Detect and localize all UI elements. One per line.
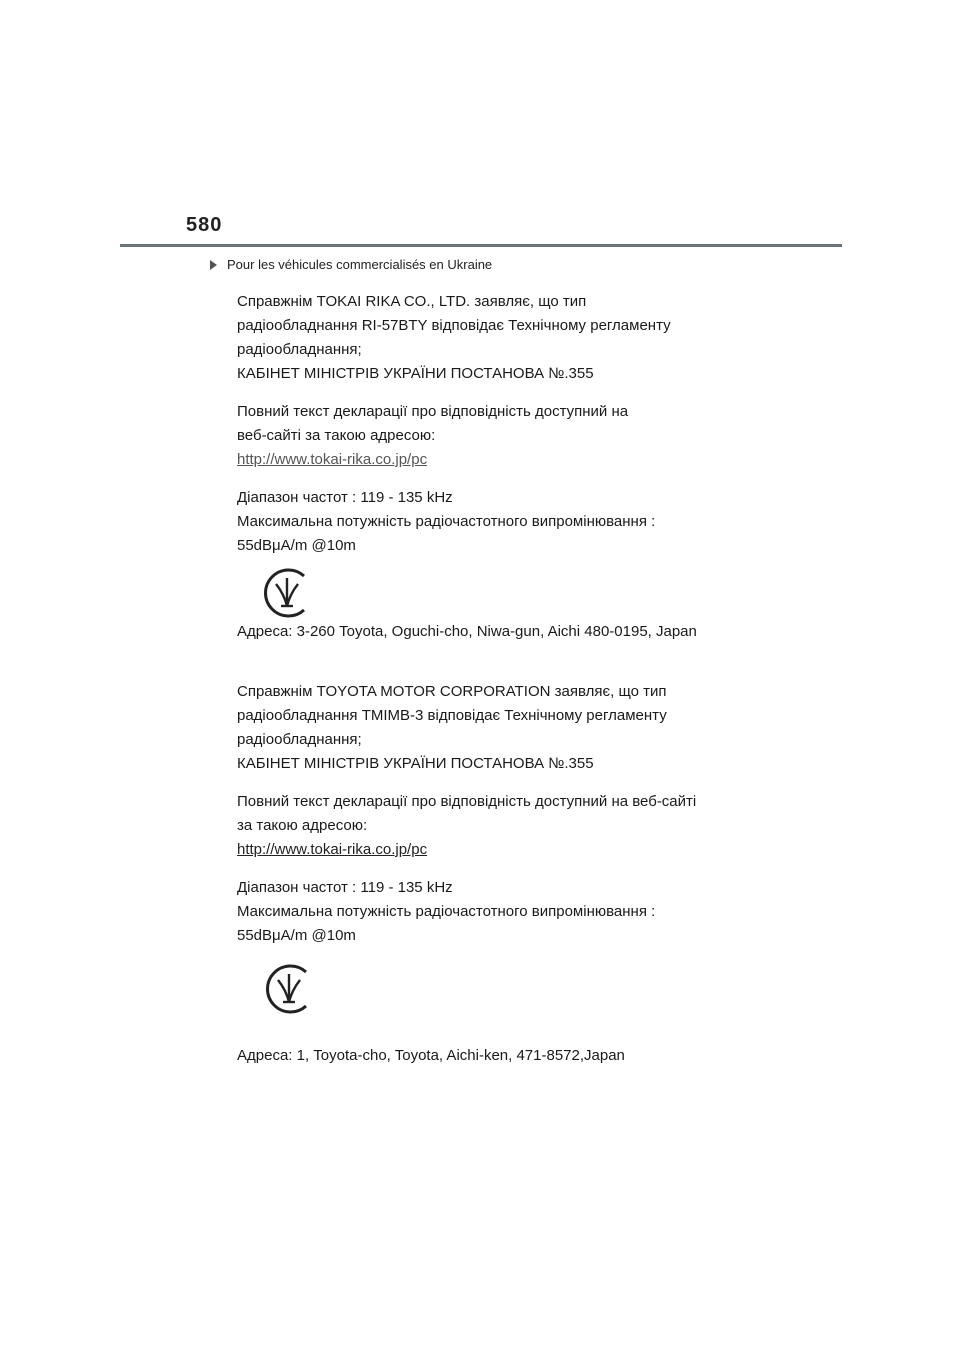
max-power-value: 55dBμA/m @10m bbox=[237, 927, 356, 944]
header-rule bbox=[120, 244, 842, 247]
declaration-url-link[interactable]: http://www.tokai-rika.co.jp/pc bbox=[237, 841, 428, 858]
declaration-url-link[interactable]: http://www.tokai-rika.co.jp/pc bbox=[237, 451, 428, 468]
frequency-range: Діапазон частот : 119 - 135 kHz bbox=[237, 879, 453, 896]
max-power-label: Максимальна потужність радіочастотного випромінювання : bbox=[237, 903, 656, 920]
triangle-bullet-icon bbox=[210, 260, 217, 270]
declaration-block-1 bbox=[237, 290, 737, 558]
declaration-line: Справжнім TOKAI RIKA CO., LTD. заявляє, що тип bbox=[237, 293, 587, 310]
section-heading bbox=[210, 257, 492, 272]
spacer bbox=[237, 862, 737, 876]
declaration-text-line: за такою адресою: bbox=[237, 817, 368, 834]
declaration-text-line: Повний текст декларації про відповідність доступний на bbox=[237, 403, 629, 420]
declaration-text-line: Повний текст декларації про відповідність доступний на веб-сайті bbox=[237, 793, 697, 810]
address-2: Адреса: 1, Toyota-cho, Toyota, Aichi-ken, 471-8572,Japan bbox=[237, 1047, 625, 1064]
spacer bbox=[237, 386, 737, 400]
declaration-block-2 bbox=[237, 680, 737, 948]
declaration-line: Справжнім TOYOTA MOTOR CORPORATION заявляє, що тип bbox=[237, 683, 667, 700]
section-heading-text: Pour les véhicules commercialisés en Ukraine bbox=[227, 257, 493, 272]
spacer bbox=[237, 776, 737, 790]
declaration-line: радіообладнання TMIMB-3 відповідає Технічному регламенту bbox=[237, 707, 667, 724]
declaration-line: радіообладнання; bbox=[237, 731, 362, 748]
ukrainian-conformity-mark-icon bbox=[262, 962, 316, 1016]
address-1: Адреса: 3-260 Toyota, Oguchi-cho, Niwa-gun, Aichi 480-0195, Japan bbox=[237, 623, 697, 640]
declaration-line: КАБІНЕТ МІНІСТРІВ УКРАЇНИ ПОСТАНОВА №.355 bbox=[237, 755, 594, 772]
declaration-line: КАБІНЕТ МІНІСТРІВ УКРАЇНИ ПОСТАНОВА №.355 bbox=[237, 365, 594, 382]
page-number: 580 bbox=[186, 214, 223, 236]
max-power-label: Максимальна потужність радіочастотного випромінювання : bbox=[237, 513, 656, 530]
declaration-line: радіообладнання; bbox=[237, 341, 362, 358]
ukrainian-conformity-mark-icon bbox=[260, 566, 314, 620]
frequency-range: Діапазон частот : 119 - 135 kHz bbox=[237, 489, 453, 506]
max-power-value: 55dBμA/m @10m bbox=[237, 537, 356, 554]
declaration-text-line: веб-сайті за такою адресою: bbox=[237, 427, 436, 444]
declaration-line: радіообладнання RI-57BTY відповідає Технічному регламенту bbox=[237, 317, 671, 334]
spacer bbox=[237, 472, 737, 486]
